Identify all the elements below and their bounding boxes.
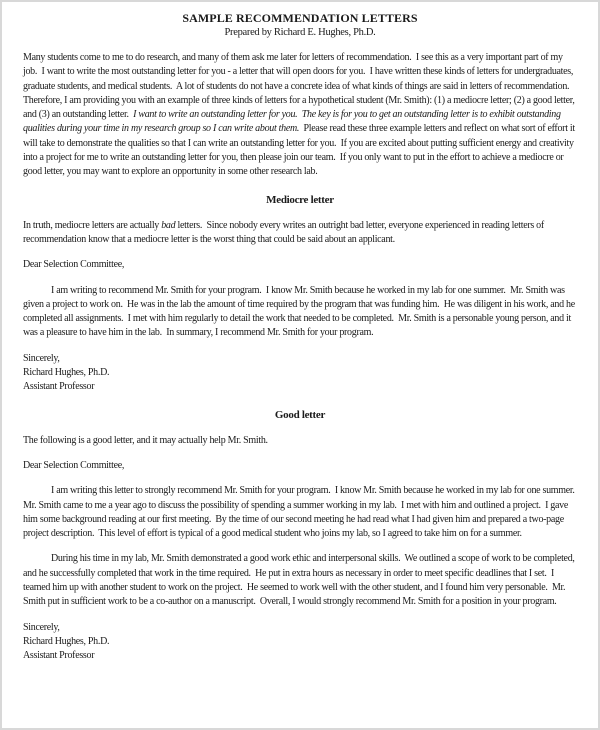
text-run-normal: Please read these three example letters and reflect on what sort of effort it will take to demonstrate the qualities so that I can write an outstanding letter for you. If you are excited about putting sufficient energy and creativity into a project for me to write an outstanding letter for you, then please join our team. If you only want to put in the effort to achieve a mediocre or good letter, you may want to explore an opportunity in some other research lab. (23, 123, 578, 178)
intro-paragraph (23, 51, 577, 180)
mediocre-signature-block (23, 352, 577, 395)
mediocre-salutation-line: Dear Selection Committee, (23, 259, 125, 271)
text-run-normal: The following is a good letter, and it may actually help Mr. Smith. (23, 434, 268, 446)
good-letter-body-paragraph-1: I am writing this letter to strongly recommend Mr. Smith for your program. I know Mr. Smith because he worked in my lab for one summer. Mr. Smith came to me a year ago to discuss the possibility of spending a summer working in my lab. I met with him and outlined a project. I gave him some background reading at our first meeting. By the time of our second meeting he had read what I had given him and prepared a two-page project description. This level of effort is typical of a good medical student who joins my lab, so I agreed to take him on for a summer. (23, 485, 579, 540)
document-subtitle: Prepared by Richard E. Hughes, Ph.D. (224, 27, 376, 38)
document-title: SAMPLE RECOMMENDATION LETTERS (182, 11, 418, 25)
section-heading-mediocre-letter: Mediocre letter (266, 193, 334, 206)
text-run-italic: I want to write an outstanding letter for you. The key is for you to get an outstanding letter is to exhibit outstanding qualities during your time in my research group so I can write about them. (23, 109, 563, 135)
mediocre-intro-paragraph (23, 219, 577, 248)
signer-name-line: Richard Hughes, Ph.D. (23, 635, 110, 647)
text-run-normal: Many students come to me to do research, and many of them ask me later for letters of recommendation. I see this as a very important part of my job. I want to write the most outstanding letter for you - a letter that will open doors for you. I have written these kinds of letters for undergraduates, graduate students, and medical students. A lot of students do not have a concrete idea of what kinds of things are said in letters of recommendation. Therefore, I am providing you with an example of three kinds of letters for a hypothetical student (Mr. Smith): (1) a mediocre letter; (2) a good letter, and (3) an outstanding letter. (23, 52, 577, 121)
good-intro-paragraph (23, 434, 577, 448)
good-signature-block (23, 621, 577, 664)
signer-title-line: Assistant Professor (23, 381, 95, 393)
text-run-italic: bad (161, 219, 176, 231)
text-run-normal: letters. Since nobody every writes an outright bad letter, everyone experienced in reading letters of recommendation know that a mediocre letter is the worst thing that could be said about an applicant. (23, 219, 547, 245)
good-salutation-line: Dear Selection Committee, (23, 459, 125, 471)
valediction-line: Sincerely, (23, 352, 60, 364)
valediction-line: Sincerely, (23, 621, 60, 633)
good-letter-body-paragraph-2: During his time in my lab, Mr. Smith demonstrated a good work ethic and interpersonal skills. We outlined a scope of work to be completed, and he successfully completed that work in the time required. He put in extra hours as necessary in order to meet specific deadlines that I set. I teamed him up with another student to work on the project. He seemed to work well with the other student, and I found him very personable. Mr. Smith put in sufficient work to be a co-author on a manuscript. Overall, I would strongly recommend Mr. Smith for a position in your program. (23, 553, 577, 608)
text-run-normal: In truth, mediocre letters are actually (23, 219, 162, 231)
signer-title-line: Assistant Professor (23, 650, 95, 662)
mediocre-letter-body-paragraph: I am writing to recommend Mr. Smith for your program. I know Mr. Smith because he worked in my lab for one summer. Mr. Smith was given a project to work on. He was in the lab the amount of time required by the program that was funding him. He was diligent in his work, and he completed all assignments. I met with him regularly to detail the work that needed to be completed. Mr. Smith is a personable young person, and it was a pleasure to have him in the lab. In summary, I recommend Mr. Smith for your program. (23, 284, 578, 339)
signer-name-line: Richard Hughes, Ph.D. (23, 367, 110, 379)
section-heading-good-letter: Good letter (274, 408, 326, 421)
